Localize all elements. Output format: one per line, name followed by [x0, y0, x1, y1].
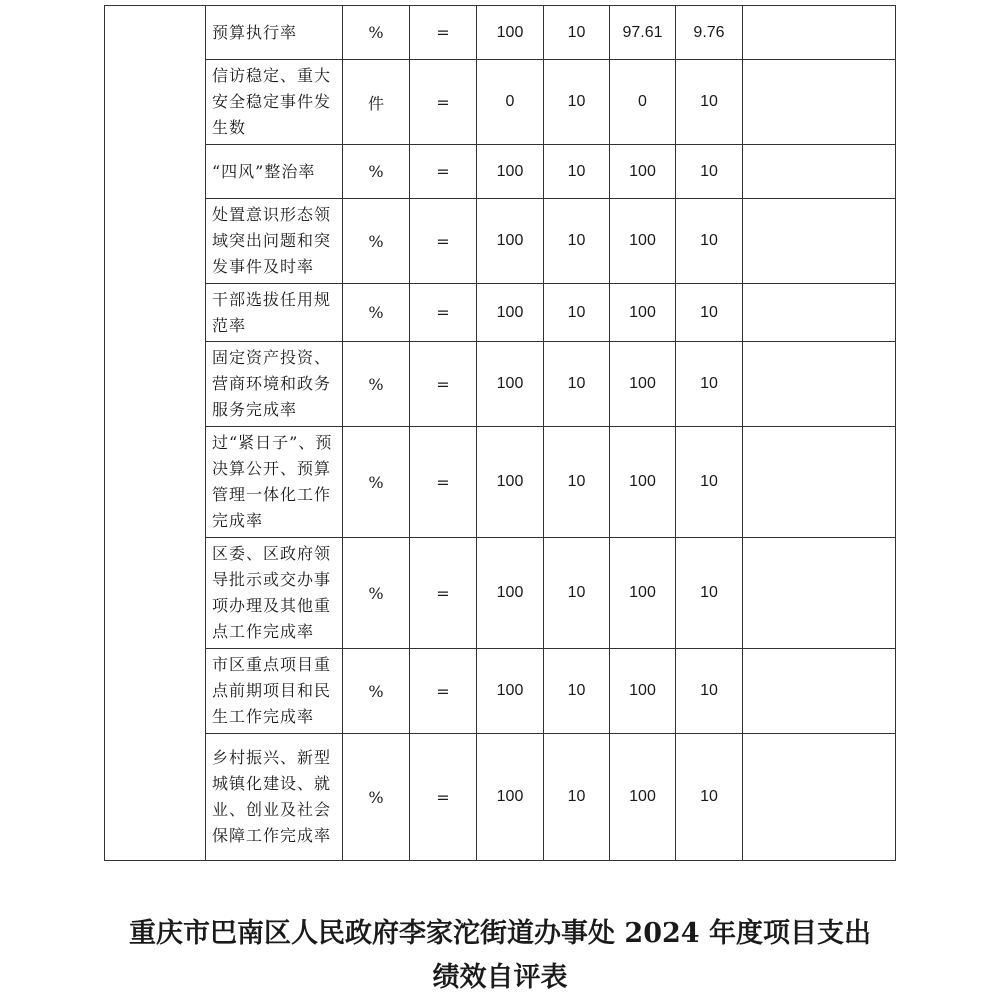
title-line-1: 重庆市巴南区人民政府李家沱街道办事处 2024 年度项目支出	[129, 918, 871, 949]
table-row	[105, 145, 896, 199]
score-cell: 10	[676, 284, 743, 342]
performance-table	[104, 5, 896, 861]
target-value-cell: 0	[477, 60, 544, 145]
weight-cell: 10	[544, 6, 610, 60]
actual-value-cell: 97.61	[610, 6, 676, 60]
indicator-name: 市区重点项目重点前期项目和民生工作完成率	[206, 649, 343, 734]
indicator-name: 信访稳定、重大安全稳定事件发生数	[206, 60, 343, 145]
unit-cell: %	[343, 145, 410, 199]
operator-cell: =	[410, 342, 477, 427]
target-value-cell: 100	[477, 6, 544, 60]
unit-cell: %	[343, 427, 410, 538]
operator-cell: =	[410, 734, 477, 861]
unit-cell: %	[343, 342, 410, 427]
target-value-cell: 100	[477, 734, 544, 861]
score-cell: 10	[676, 649, 743, 734]
remark-cell	[743, 427, 896, 538]
score-cell: 10	[676, 199, 743, 284]
remark-cell	[743, 60, 896, 145]
remark-cell	[743, 6, 896, 60]
weight-cell: 10	[544, 649, 610, 734]
target-value-cell: 100	[477, 145, 544, 199]
title-line-2: 绩效自评表	[432, 962, 568, 993]
indicator-name: “四风”整治率	[206, 145, 343, 199]
actual-value-cell: 0	[610, 60, 676, 145]
operator-cell: =	[410, 145, 477, 199]
weight-cell: 10	[544, 427, 610, 538]
remark-cell	[743, 649, 896, 734]
actual-value-cell: 100	[610, 734, 676, 861]
actual-value-cell: 100	[610, 649, 676, 734]
indicator-name: 处置意识形态领域突出问题和突发事件及时率	[206, 199, 343, 284]
actual-value-cell: 100	[610, 538, 676, 649]
unit-cell: %	[343, 538, 410, 649]
indicator-name: 乡村振兴、新型城镇化建设、就业、创业及社会保障工作完成率	[206, 734, 343, 861]
category-cell	[105, 6, 206, 861]
target-value-cell: 100	[477, 284, 544, 342]
score-cell: 10	[676, 60, 743, 145]
table-row	[105, 284, 896, 342]
operator-cell: =	[410, 538, 477, 649]
score-cell: 10	[676, 342, 743, 427]
weight-cell: 10	[544, 734, 610, 861]
score-cell: 9.76	[676, 6, 743, 60]
actual-value-cell: 100	[610, 342, 676, 427]
remark-cell	[743, 342, 896, 427]
indicator-name: 预算执行率	[206, 6, 343, 60]
remark-cell	[743, 145, 896, 199]
indicator-name: 固定资产投资、营商环境和政务服务完成率	[206, 342, 343, 427]
unit-cell: %	[343, 734, 410, 861]
table-row	[105, 734, 896, 861]
actual-value-cell: 100	[610, 427, 676, 538]
operator-cell: =	[410, 649, 477, 734]
unit-cell: %	[343, 199, 410, 284]
table-row	[105, 199, 896, 284]
table-row	[105, 6, 896, 60]
document-title	[60, 912, 940, 1000]
weight-cell: 10	[544, 342, 610, 427]
table-row	[105, 427, 896, 538]
target-value-cell: 100	[477, 427, 544, 538]
operator-cell: =	[410, 60, 477, 145]
target-value-cell: 100	[477, 342, 544, 427]
weight-cell: 10	[544, 538, 610, 649]
unit-cell: %	[343, 6, 410, 60]
indicator-name: 区委、区政府领导批示或交办事项办理及其他重点工作完成率	[206, 538, 343, 649]
operator-cell: =	[410, 199, 477, 284]
actual-value-cell: 100	[610, 284, 676, 342]
table-row	[105, 342, 896, 427]
actual-value-cell: 100	[610, 199, 676, 284]
weight-cell: 10	[544, 60, 610, 145]
remark-cell	[743, 284, 896, 342]
unit-cell: %	[343, 649, 410, 734]
indicator-name: 过“紧日子”、预决算公开、预算管理一体化工作完成率	[206, 427, 343, 538]
remark-cell	[743, 734, 896, 861]
table-row	[105, 60, 896, 145]
weight-cell: 10	[544, 199, 610, 284]
target-value-cell: 100	[477, 199, 544, 284]
score-cell: 10	[676, 538, 743, 649]
table-row	[105, 538, 896, 649]
target-value-cell: 100	[477, 649, 544, 734]
target-value-cell: 100	[477, 538, 544, 649]
unit-cell: 件	[343, 60, 410, 145]
score-cell: 10	[676, 145, 743, 199]
table-row	[105, 649, 896, 734]
unit-cell: %	[343, 284, 410, 342]
score-cell: 10	[676, 734, 743, 861]
weight-cell: 10	[544, 284, 610, 342]
operator-cell: =	[410, 6, 477, 60]
indicator-name: 干部选拔任用规范率	[206, 284, 343, 342]
actual-value-cell: 100	[610, 145, 676, 199]
operator-cell: =	[410, 284, 477, 342]
weight-cell: 10	[544, 145, 610, 199]
score-cell: 10	[676, 427, 743, 538]
operator-cell: =	[410, 427, 477, 538]
remark-cell	[743, 538, 896, 649]
remark-cell	[743, 199, 896, 284]
